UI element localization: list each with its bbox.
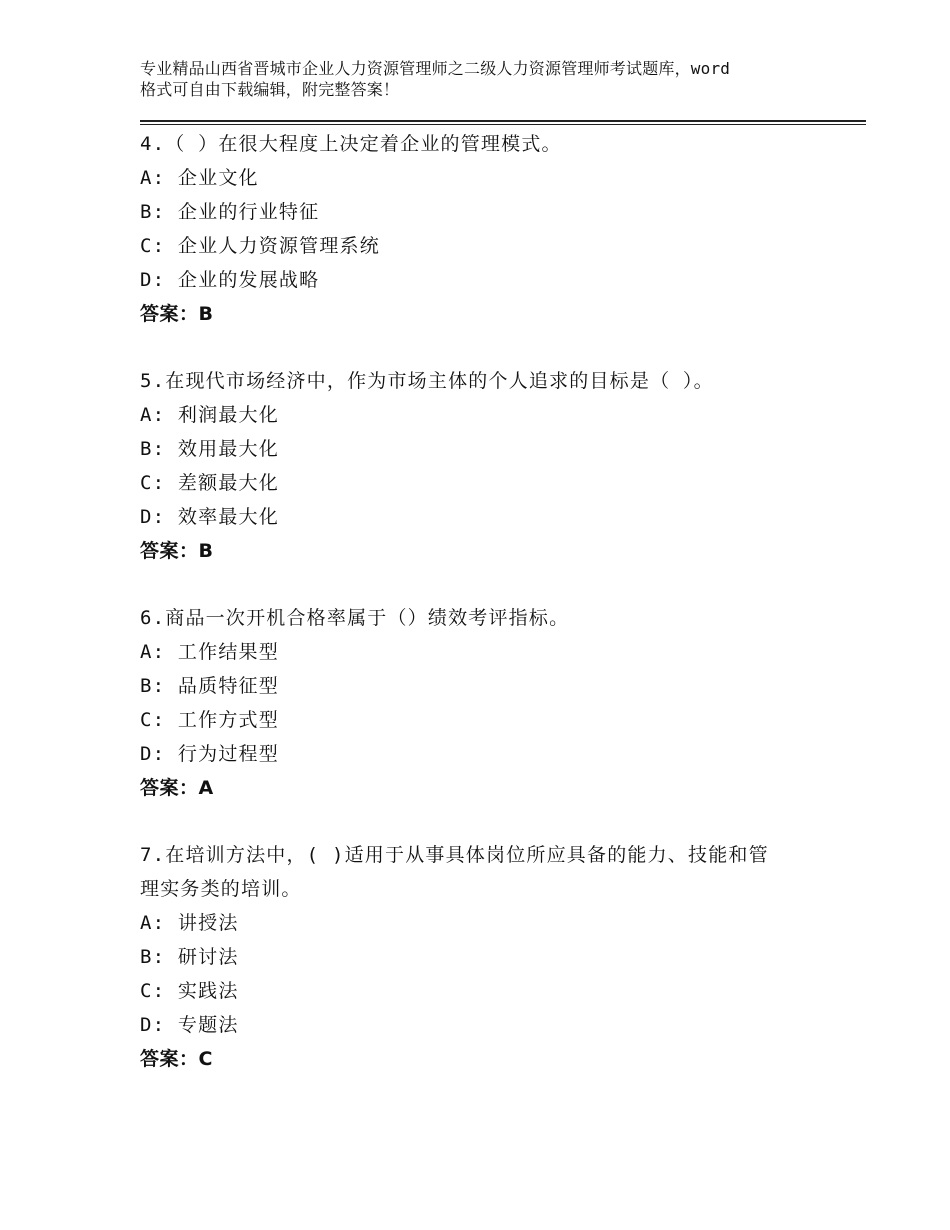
header-line-2: 格式可自由下载编辑，附完整答案！: [140, 80, 400, 99]
option-a: A: 工作结果型: [140, 641, 279, 663]
question-7: [140, 838, 820, 1076]
question-stem: 4.（ ）在很大程度上决定着企业的管理模式。: [140, 133, 562, 155]
header-divider: [140, 120, 866, 122]
option-c: C: 工作方式型: [140, 709, 279, 731]
option-d: D: 企业的发展战略: [140, 269, 320, 291]
question-stem: 6.商品一次开机合格率属于（）绩效考评指标。: [140, 607, 570, 629]
option-a: A: 企业文化: [140, 167, 259, 189]
answer-line: 答案：A: [140, 777, 214, 799]
answer-line: 答案：B: [140, 540, 214, 562]
option-d: D: 专题法: [140, 1014, 239, 1036]
option-b: B: 研讨法: [140, 946, 239, 968]
question-6: [140, 601, 820, 805]
option-d: D: 效率最大化: [140, 506, 279, 528]
option-b: B: 企业的行业特征: [140, 201, 320, 223]
header-line-1: 专业精品山西省晋城市企业人力资源管理师之二级人力资源管理师考试题库，word: [140, 59, 731, 78]
question-stem: 7.在培训方法中，( )适用于从事具体岗位所应具备的能力、技能和管: [140, 844, 769, 866]
question-5: [140, 364, 820, 568]
option-a: A: 利润最大化: [140, 404, 279, 426]
option-b: B: 品质特征型: [140, 675, 279, 697]
option-d: D: 行为过程型: [140, 743, 279, 765]
option-a: A: 讲授法: [140, 912, 239, 934]
question-4: [140, 127, 820, 331]
option-c: C: 企业人力资源管理系统: [140, 235, 380, 257]
header-divider-thin: [140, 124, 866, 125]
answer-line: 答案：C: [140, 1048, 213, 1070]
option-b: B: 效用最大化: [140, 438, 279, 460]
answer-line: 答案：B: [140, 303, 214, 325]
question-stem-continued: 理实务类的培训。: [140, 878, 302, 900]
option-c: C: 差额最大化: [140, 472, 279, 494]
question-list: [140, 127, 820, 1109]
page-header: [140, 58, 830, 100]
option-c: C: 实践法: [140, 980, 239, 1002]
question-stem: 5.在现代市场经济中，作为市场主体的个人追求的目标是（ ）。: [140, 370, 714, 392]
